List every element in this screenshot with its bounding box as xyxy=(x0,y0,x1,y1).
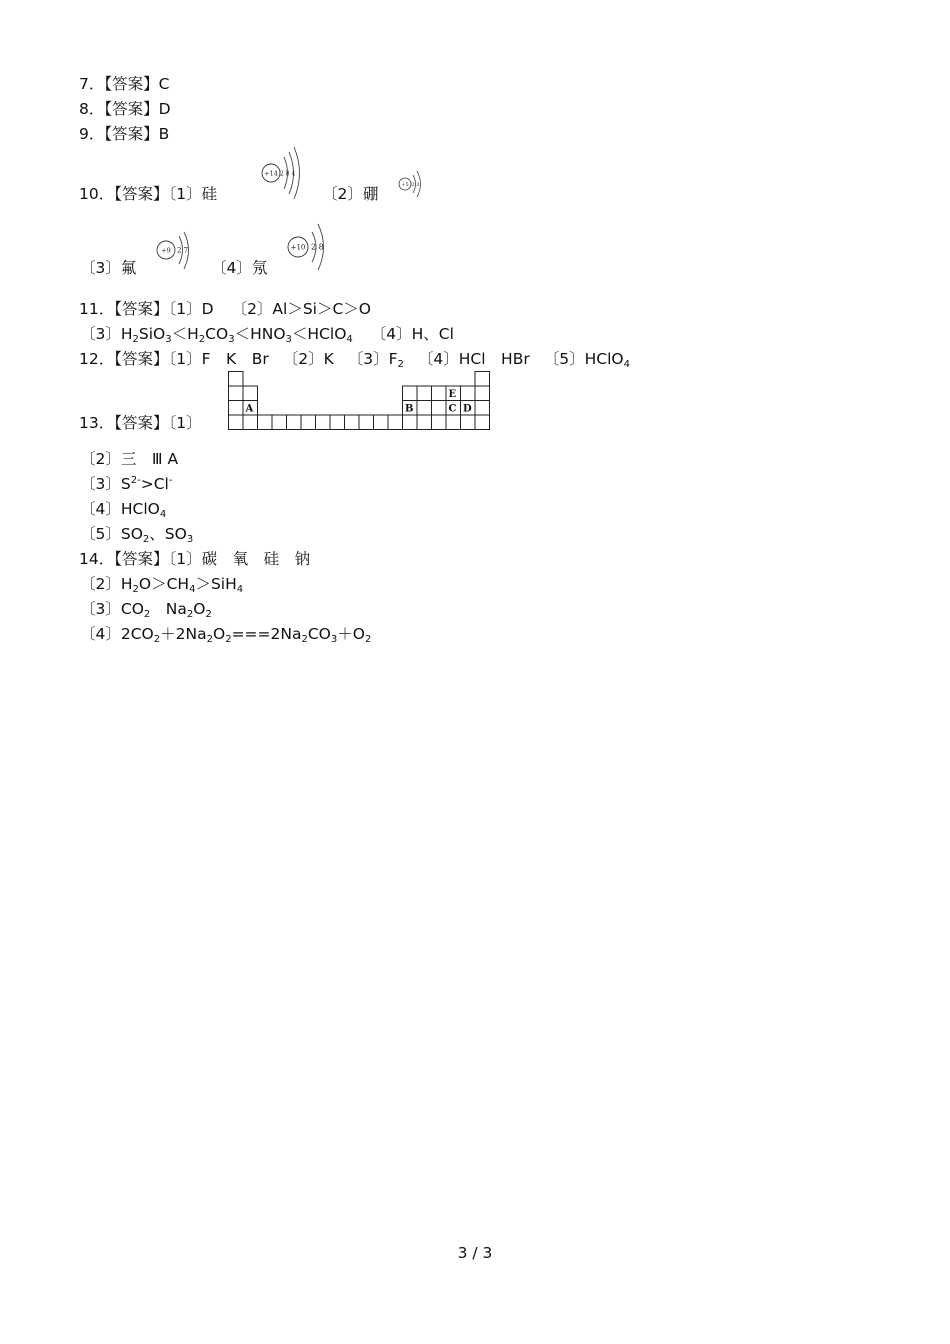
answer-tag: 【答案】 xyxy=(114,414,169,432)
hydride-stability-order: $H_2O>CH_4>SiH_4$ xyxy=(120,575,244,595)
answer-part-2: 〔2〕三 Ⅲ A xyxy=(80,450,179,468)
table-letter-d: D xyxy=(463,403,472,415)
answer-tag: 【答案】 xyxy=(114,550,169,568)
answer-line-13-part-4 xyxy=(80,499,166,519)
answer-part-3-formula: $F_2$ xyxy=(388,350,404,370)
answer-tag: 【答案】 xyxy=(104,125,159,143)
question-number: 8． xyxy=(79,100,105,118)
answer-line-11-cont xyxy=(80,324,454,344)
answer-line-7 xyxy=(79,74,169,94)
answer-part-3-label: 〔3〕 xyxy=(347,350,389,368)
acid-strength-order: $H_2SiO_3<H_2CO_3<HNO_3<HClO_4$ xyxy=(120,325,353,345)
answer-line-13 xyxy=(79,413,202,433)
answer-part-1: 〔1〕F K Br xyxy=(168,350,269,368)
boron-atom-structure-diagram xyxy=(397,170,427,202)
answer-line-14 xyxy=(79,549,310,569)
answer-line-8 xyxy=(79,99,171,119)
nucleus-charge: +10 xyxy=(290,243,306,252)
answer-part-2: 〔2〕硼 xyxy=(322,185,379,203)
answer-part-3-label: 〔3〕 xyxy=(80,600,121,618)
question-number: 10． xyxy=(79,185,115,203)
answer-part-2-label: 〔2〕 xyxy=(80,575,121,593)
answer-part-4-label: 〔4〕 xyxy=(80,500,121,518)
answer-part-2: 〔2〕Al＞Si＞C＞O xyxy=(231,300,372,318)
table-letter-b: B xyxy=(405,403,414,415)
answer-part-4-formula: HClO$_4$ xyxy=(120,500,167,520)
ion-radius-order: $S^{2-}>Cl^-$ xyxy=(120,475,173,493)
fluorine-atom-structure-diagram xyxy=(153,232,195,272)
answer-line-14-part-3 xyxy=(80,599,212,619)
answer-part-3-label: 〔3〕 xyxy=(80,475,121,493)
answer-value: B xyxy=(158,125,170,143)
answer-part-4: 〔4〕氖 xyxy=(211,259,268,277)
answer-value: C xyxy=(158,75,170,93)
answer-part-1: 〔1〕D xyxy=(168,300,214,318)
answer-value: D xyxy=(158,100,171,118)
reaction-equation: $2CO_2+2Na_2O_2===2Na_2CO_3+O_2$ xyxy=(120,625,372,645)
question-number: 9． xyxy=(79,125,105,143)
answer-line-9 xyxy=(79,124,169,144)
electron-shells: 2 8 xyxy=(311,242,324,252)
answer-line-10 xyxy=(79,184,217,204)
answer-line-14-part-4 xyxy=(80,624,371,644)
answer-tag: 【答案】 xyxy=(104,100,159,118)
nucleus-charge: +5 xyxy=(401,182,409,188)
answer-part-3: 〔3〕氟 xyxy=(80,259,137,277)
answer-part-4: 〔4〕H、Cl xyxy=(370,325,454,343)
answer-part-4: 〔4〕HCl HBr xyxy=(417,350,530,368)
question-number: 7． xyxy=(79,75,105,93)
table-letter-a: A xyxy=(245,403,254,415)
answer-line-11 xyxy=(79,299,371,319)
silicon-atom-structure-diagram xyxy=(258,145,308,201)
answer-tag: 【答案】 xyxy=(104,75,159,93)
answer-part-5-label: 〔5〕 xyxy=(80,525,121,543)
answer-line-12 xyxy=(79,349,630,369)
answer-line-13-part-3 xyxy=(80,474,172,494)
question-number: 11． xyxy=(79,300,115,318)
answer-part-5-formula: $SO_2$、$SO_3$ xyxy=(120,525,194,545)
question-number: 12． xyxy=(79,350,115,368)
question-number: 13． xyxy=(79,414,115,432)
answer-line-14-part-2 xyxy=(80,574,243,594)
table-letter-e: E xyxy=(448,389,457,400)
answer-part-3-label: 〔3〕 xyxy=(80,325,121,343)
answer-part-5-label: 〔5〕 xyxy=(543,350,585,368)
page-number: 3 / 3 xyxy=(457,1244,493,1262)
answer-part-1: 〔1〕 xyxy=(168,414,202,432)
nucleus-charge: +14 xyxy=(264,169,278,178)
table-letter-c: C xyxy=(448,403,457,415)
electron-shells: 2 7 xyxy=(177,246,189,255)
answer-tag: 【答案】 xyxy=(114,350,169,368)
answer-part-3-formulas: $CO_2$ $Na_2O_2$ xyxy=(120,600,212,620)
answer-part-4-label: 〔4〕 xyxy=(80,625,121,643)
electron-shells: 2 8 4 xyxy=(280,170,296,178)
periodic-table-outline-diagram xyxy=(228,370,490,430)
answer-part-1: 〔1〕硅 xyxy=(168,185,218,203)
question-number: 14． xyxy=(79,550,115,568)
answer-line-13-part-5 xyxy=(80,524,193,544)
answer-part-1: 〔1〕碳 氧 硅 钠 xyxy=(168,550,311,568)
answer-tag: 【答案】 xyxy=(114,185,169,203)
neon-atom-structure-diagram xyxy=(285,222,333,274)
answer-part-2: 〔2〕K xyxy=(282,350,334,368)
answer-tag: 【答案】 xyxy=(114,300,169,318)
answer-part-5-formula: HClO$_4$ xyxy=(584,350,630,370)
electron-shells: 2 3 xyxy=(411,182,420,188)
nucleus-charge: +9 xyxy=(161,246,171,255)
